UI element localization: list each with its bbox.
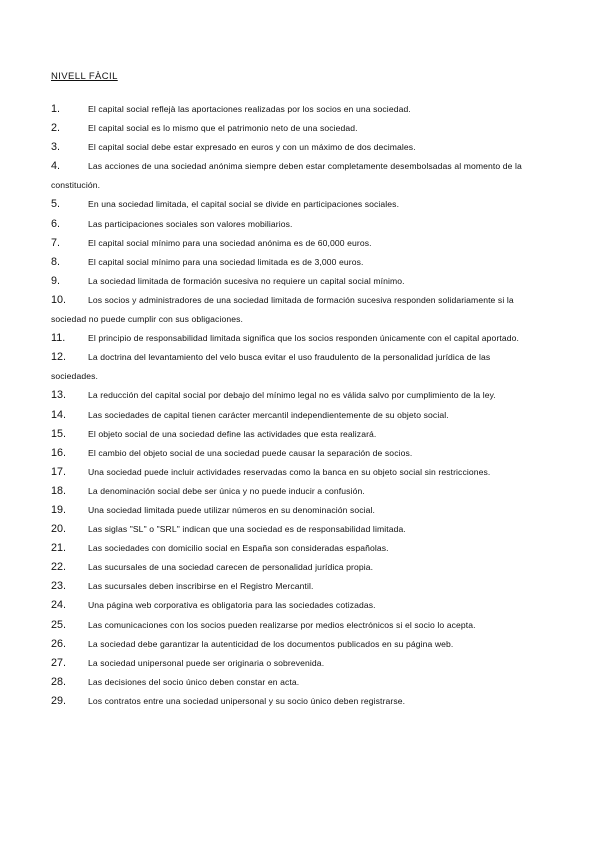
list-item (51, 348, 527, 386)
item-text: La denominación social debe ser única y no puede inducir a confusión. (88, 485, 365, 496)
item-number: 3. (51, 141, 61, 154)
item-text: El capital social mínimo para una sociedad anónima es de 60,000 euros. (88, 237, 372, 248)
item-text: El objeto social de una sociedad define las actividades que esta realizará. (88, 428, 377, 439)
item-text: La sociedad debe garantizar la autenticidad de los documentos publicados en su página web. (88, 638, 454, 649)
item-number: 5. (51, 198, 61, 211)
item-number: 21. (51, 542, 67, 555)
list-item (51, 119, 527, 138)
item-number: 22. (51, 561, 67, 574)
list-item (51, 157, 527, 195)
item-number: 18. (51, 484, 67, 497)
item-text: Una sociedad limitada puede utilizar números en su denominación social. (88, 504, 376, 515)
item-number: 28. (51, 675, 67, 688)
item-number: 7. (51, 236, 61, 249)
item-number: 29. (51, 694, 67, 707)
list-item (51, 215, 527, 234)
list-item (51, 386, 527, 405)
item-text: Las sucursales deben inscribirse en el Registro Mercantil. (88, 581, 314, 592)
item-number: 17. (51, 465, 67, 478)
list-item (51, 673, 527, 692)
list-item (51, 100, 527, 119)
item-text: Una página web corporativa es obligatoria para las sociedades cotizadas. (88, 600, 376, 611)
item-text: La reducción del capital social por debajo del mínimo legal no es válida salvo por cumplimiento de la ley. (88, 390, 496, 401)
item-text: Las sociedades de capital tienen carácter mercantil independientemente de su objeto social. (88, 409, 449, 420)
list-item (51, 577, 527, 596)
item-text: El capital social debe estar expresado en euros y con un máximo de dos decimales. (88, 142, 416, 153)
list-item (51, 635, 527, 654)
item-text: El capital social reflejà las aportaciones realizadas por los socios en una sociedad. (88, 104, 411, 114)
item-text: La sociedad unipersonal puede ser originaria o sobrevenida. (88, 657, 325, 668)
item-number: 4. (51, 160, 61, 173)
item-text: La doctrina del levantamiento del velo busca evitar el uso fraudulento de la personalidad jurídica de las sociedades. (51, 352, 491, 382)
item-number: 15. (51, 427, 67, 440)
list-item (51, 234, 527, 253)
item-number: 2. (51, 122, 61, 135)
question-list (51, 100, 527, 711)
item-text: El capital social mínimo para una sociedad limitada es de 3,000 euros. (88, 256, 364, 267)
item-text: La sociedad limitada de formación sucesiva no requiere un capital social mínimo. (88, 275, 405, 286)
list-item (51, 520, 527, 539)
item-text: Las sucursales de una sociedad carecen de personalidad jurídica propia. (88, 562, 374, 573)
list-item (51, 253, 527, 272)
list-item (51, 692, 527, 711)
list-item (51, 444, 527, 463)
item-text: Una sociedad puede incluir actividades reservadas como la banca en su objeto social sin restricciones. (88, 466, 491, 477)
item-number: 16. (51, 446, 67, 459)
list-item (51, 425, 527, 444)
item-text: El capital social es lo mismo que el patrimonio neto de una sociedad. (88, 123, 358, 134)
list-item (51, 291, 527, 329)
list-item (51, 138, 527, 157)
item-number: 19. (51, 503, 67, 516)
list-item (51, 272, 527, 291)
item-text: Las comunicaciones con los socios pueden realizarse por medios electrónicos si el socio lo acepta. (88, 619, 476, 630)
item-text: El principio de responsabilidad limitada significa que los socios responden únicamente con el capital aportado. (88, 333, 520, 344)
list-item (51, 616, 527, 635)
item-number: 9. (51, 274, 61, 287)
item-text: El cambio del objeto social de una sociedad puede causar la separación de socios. (88, 447, 413, 458)
item-text: Las acciones de una sociedad anónima siempre deben estar completamente desembolsadas al momento de la constitución. (51, 161, 522, 191)
item-text: Los contratos entre una sociedad unipersonal y su socio único deben registrarse. (88, 695, 406, 706)
list-item (51, 558, 527, 577)
list-item (51, 501, 527, 520)
list-item (51, 463, 527, 482)
item-number: 27. (51, 656, 67, 669)
section-heading: NIVELL FÀCIL (51, 71, 118, 82)
list-item (51, 539, 527, 558)
item-number: 23. (51, 580, 67, 593)
item-number: 20. (51, 523, 67, 536)
list-item (51, 406, 527, 425)
item-text: Los socios y administradores de una sociedad limitada de formación sucesiva responden solidariamente si la sociedad no puede cumplir con sus obligaciones. (51, 294, 514, 325)
item-number: 8. (51, 255, 61, 268)
list-item (51, 596, 527, 615)
item-number: 25. (51, 618, 67, 631)
item-text: Las sociedades con domicilio social en España son consideradas españolas. (88, 543, 389, 554)
list-item (51, 195, 527, 214)
item-text: Las siglas "SL" o "SRL" indican que una sociedad es de responsabilidad limitada. (88, 524, 406, 535)
item-text: Las decisiones del socio único deben constar en acta. (88, 676, 300, 687)
item-number: 14. (51, 408, 67, 421)
list-item (51, 329, 527, 348)
item-number: 24. (51, 599, 67, 612)
item-text: Las participaciones sociales son valores mobiliarios. (88, 218, 293, 229)
item-number: 26. (51, 637, 67, 650)
item-number: 11. (51, 332, 66, 345)
item-number: 13. (51, 389, 67, 402)
item-number: 10. (51, 293, 67, 306)
item-number: 1. (51, 103, 61, 115)
item-text: En una sociedad limitada, el capital social se divide en participaciones sociales. (88, 199, 400, 210)
list-item (51, 482, 527, 501)
item-number: 12. (51, 351, 67, 364)
list-item (51, 654, 527, 673)
item-number: 6. (51, 217, 61, 230)
